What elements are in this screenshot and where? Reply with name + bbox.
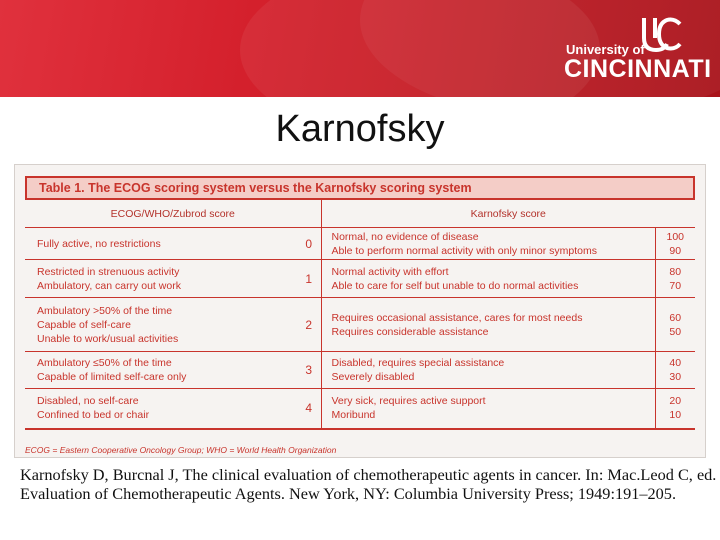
ecog-desc-cell: Ambulatory ≤50% of the time Capable of limited self-care only — [25, 352, 297, 389]
karnofsky-desc-cell: Normal, no evidence of disease Able to perform normal activity with only minor symptoms — [321, 228, 655, 260]
karnofsky-desc-cell: Requires occasional assistance, cares for most needs Requires considerable assistance — [321, 298, 655, 352]
karnofsky-score-cell: 100 90 — [655, 228, 695, 260]
ecog-desc-cell: Restricted in strenuous activity Ambulatory, can carry out work — [25, 260, 297, 298]
karnofsky-score-cell: 20 10 — [655, 389, 695, 429]
karnofsky-desc-cell: Disabled, requires special assistance Severely disabled — [321, 352, 655, 389]
ecog-score-cell: 3 — [297, 352, 321, 389]
table-caption: Table 1. The ECOG scoring system versus the Karnofsky scoring system — [25, 176, 695, 198]
table-footnote: ECOG = Eastern Cooperative Oncology Group; WHO = World Health Organization — [25, 445, 337, 455]
table-row — [25, 389, 695, 429]
logo-university-of: University of — [566, 42, 645, 57]
header-karnofsky: Karnofsky score — [321, 199, 695, 228]
table-figure — [14, 164, 706, 458]
ecog-desc-cell: Disabled, no self-care Confined to bed or chair — [25, 389, 297, 429]
table-row — [25, 298, 695, 352]
karnofsky-score-cell: 80 70 — [655, 260, 695, 298]
logo-cincinnati: CINCINNATI — [564, 55, 712, 83]
ecog-karnofsky-table — [25, 198, 695, 430]
uc-logo — [560, 14, 710, 84]
ecog-desc-cell: Ambulatory >50% of the time Capable of self-care Unable to work/usual activities — [25, 298, 297, 352]
karnofsky-desc-cell: Very sick, requires active support Moribund — [321, 389, 655, 429]
table-row — [25, 352, 695, 389]
ecog-desc-cell: Fully active, no restrictions — [25, 228, 297, 260]
ecog-score-cell: 4 — [297, 389, 321, 429]
header-banner — [0, 0, 720, 97]
table-row — [25, 260, 695, 298]
citation-text: Karnofsky D, Burcnal J, The clinical evaluation of chemotherapeutic agents in cancer. In: Mac.Leod C, ed. Evaluation of Chemotherapeutic Agents. New York, NY: Columbia University Press; 1949:191–205. — [20, 465, 717, 503]
table-header-row — [25, 199, 695, 228]
ecog-score-cell: 2 — [297, 298, 321, 352]
table-row — [25, 228, 695, 260]
karnofsky-score-cell: 40 30 — [655, 352, 695, 389]
ecog-score-cell: 1 — [297, 260, 321, 298]
karnofsky-score-cell: 60 50 — [655, 298, 695, 352]
header-ecog: ECOG/WHO/Zubrod score — [25, 199, 321, 228]
ecog-score-cell: 0 — [297, 228, 321, 260]
slide-title: Karnofsky — [275, 108, 445, 150]
karnofsky-desc-cell: Normal activity with effort Able to care for self but unable to do normal activities — [321, 260, 655, 298]
